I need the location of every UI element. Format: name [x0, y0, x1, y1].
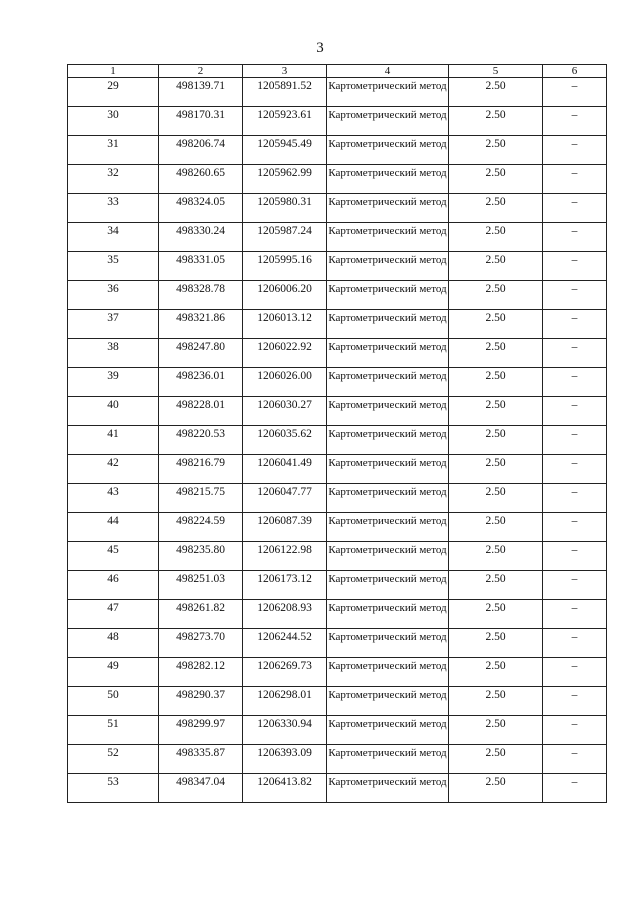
y-coordinate-cell: 1206298.01	[243, 687, 327, 716]
y-coordinate-cell: 1206208.93	[243, 600, 327, 629]
table-header-row	[68, 65, 607, 78]
accuracy-cell: 2.50	[449, 484, 543, 513]
table-row	[68, 455, 607, 484]
table-row	[68, 426, 607, 455]
accuracy-cell: 2.50	[449, 571, 543, 600]
method-cell: Картометрический метод	[327, 716, 449, 745]
x-coordinate-cell: 498260.65	[159, 165, 243, 194]
method-cell: Картометрический метод	[327, 600, 449, 629]
point-number-cell: 42	[68, 455, 159, 484]
point-number-cell: 40	[68, 397, 159, 426]
method-cell: Картометрический метод	[327, 484, 449, 513]
method-cell: Картометрический метод	[327, 513, 449, 542]
point-number-cell: 44	[68, 513, 159, 542]
point-number-cell: 39	[68, 368, 159, 397]
accuracy-cell: 2.50	[449, 281, 543, 310]
note-cell: –	[543, 136, 607, 165]
x-coordinate-cell: 498235.80	[159, 542, 243, 571]
point-number-cell: 38	[68, 339, 159, 368]
x-coordinate-cell: 498261.82	[159, 600, 243, 629]
method-cell: Картометрический метод	[327, 78, 449, 107]
accuracy-cell: 2.50	[449, 136, 543, 165]
accuracy-cell: 2.50	[449, 542, 543, 571]
x-coordinate-cell: 498251.03	[159, 571, 243, 600]
y-coordinate-cell: 1205891.52	[243, 78, 327, 107]
method-cell: Картометрический метод	[327, 281, 449, 310]
page-number: 3	[316, 40, 324, 56]
method-cell: Картометрический метод	[327, 629, 449, 658]
accuracy-cell: 2.50	[449, 745, 543, 774]
x-coordinate-cell: 498216.79	[159, 455, 243, 484]
note-cell: –	[543, 513, 607, 542]
note-cell: –	[543, 397, 607, 426]
y-coordinate-cell: 1206047.77	[243, 484, 327, 513]
point-number-cell: 32	[68, 165, 159, 194]
x-coordinate-cell: 498220.53	[159, 426, 243, 455]
x-coordinate-cell: 498247.80	[159, 339, 243, 368]
method-cell: Картометрический метод	[327, 339, 449, 368]
column-header: 4	[327, 65, 449, 78]
table-row	[68, 542, 607, 571]
method-cell: Картометрический метод	[327, 310, 449, 339]
method-cell: Картометрический метод	[327, 223, 449, 252]
accuracy-cell: 2.50	[449, 426, 543, 455]
y-coordinate-cell: 1206269.73	[243, 658, 327, 687]
y-coordinate-cell: 1205987.24	[243, 223, 327, 252]
column-header: 5	[449, 65, 543, 78]
note-cell: –	[543, 252, 607, 281]
y-coordinate-cell: 1206122.98	[243, 542, 327, 571]
table-row	[68, 165, 607, 194]
table-row	[68, 571, 607, 600]
table-row	[68, 339, 607, 368]
point-number-cell: 35	[68, 252, 159, 281]
note-cell: –	[543, 165, 607, 194]
x-coordinate-cell: 498324.05	[159, 194, 243, 223]
note-cell: –	[543, 368, 607, 397]
accuracy-cell: 2.50	[449, 629, 543, 658]
accuracy-cell: 2.50	[449, 658, 543, 687]
table-row	[68, 252, 607, 281]
column-header: 2	[159, 65, 243, 78]
x-coordinate-cell: 498236.01	[159, 368, 243, 397]
method-cell: Картометрический метод	[327, 194, 449, 223]
y-coordinate-cell: 1206087.39	[243, 513, 327, 542]
y-coordinate-cell: 1206006.20	[243, 281, 327, 310]
x-coordinate-cell: 498328.78	[159, 281, 243, 310]
accuracy-cell: 2.50	[449, 194, 543, 223]
method-cell: Картометрический метод	[327, 165, 449, 194]
table-row	[68, 281, 607, 310]
note-cell: –	[543, 658, 607, 687]
point-number-cell: 52	[68, 745, 159, 774]
note-cell: –	[543, 571, 607, 600]
method-cell: Картометрический метод	[327, 252, 449, 281]
note-cell: –	[543, 542, 607, 571]
accuracy-cell: 2.50	[449, 339, 543, 368]
point-number-cell: 51	[68, 716, 159, 745]
table-row	[68, 107, 607, 136]
point-number-cell: 49	[68, 658, 159, 687]
x-coordinate-cell: 498170.31	[159, 107, 243, 136]
point-number-cell: 47	[68, 600, 159, 629]
method-cell: Картометрический метод	[327, 397, 449, 426]
method-cell: Картометрический метод	[327, 426, 449, 455]
accuracy-cell: 2.50	[449, 397, 543, 426]
accuracy-cell: 2.50	[449, 774, 543, 803]
note-cell: –	[543, 107, 607, 136]
x-coordinate-cell: 498290.37	[159, 687, 243, 716]
note-cell: –	[543, 716, 607, 745]
accuracy-cell: 2.50	[449, 165, 543, 194]
method-cell: Картометрический метод	[327, 107, 449, 136]
note-cell: –	[543, 281, 607, 310]
y-coordinate-cell: 1206041.49	[243, 455, 327, 484]
table-row	[68, 484, 607, 513]
method-cell: Картометрический метод	[327, 774, 449, 803]
table-row	[68, 745, 607, 774]
accuracy-cell: 2.50	[449, 687, 543, 716]
y-coordinate-cell: 1205995.16	[243, 252, 327, 281]
point-number-cell: 34	[68, 223, 159, 252]
note-cell: –	[543, 194, 607, 223]
column-header: 1	[68, 65, 159, 78]
table-row	[68, 136, 607, 165]
coordinates-table	[67, 64, 607, 803]
table-row	[68, 774, 607, 803]
point-number-cell: 31	[68, 136, 159, 165]
point-number-cell: 53	[68, 774, 159, 803]
note-cell: –	[543, 310, 607, 339]
table-row	[68, 368, 607, 397]
table-row	[68, 194, 607, 223]
x-coordinate-cell: 498139.71	[159, 78, 243, 107]
note-cell: –	[543, 687, 607, 716]
accuracy-cell: 2.50	[449, 716, 543, 745]
accuracy-cell: 2.50	[449, 107, 543, 136]
point-number-cell: 46	[68, 571, 159, 600]
y-coordinate-cell: 1205962.99	[243, 165, 327, 194]
x-coordinate-cell: 498273.70	[159, 629, 243, 658]
point-number-cell: 43	[68, 484, 159, 513]
table-row	[68, 397, 607, 426]
point-number-cell: 41	[68, 426, 159, 455]
method-cell: Картометрический метод	[327, 136, 449, 165]
accuracy-cell: 2.50	[449, 368, 543, 397]
accuracy-cell: 2.50	[449, 310, 543, 339]
point-number-cell: 30	[68, 107, 159, 136]
table-row	[68, 513, 607, 542]
x-coordinate-cell: 498224.59	[159, 513, 243, 542]
y-coordinate-cell: 1206413.82	[243, 774, 327, 803]
accuracy-cell: 2.50	[449, 600, 543, 629]
note-cell: –	[543, 223, 607, 252]
point-number-cell: 45	[68, 542, 159, 571]
table-row	[68, 687, 607, 716]
y-coordinate-cell: 1205945.49	[243, 136, 327, 165]
method-cell: Картометрический метод	[327, 368, 449, 397]
accuracy-cell: 2.50	[449, 513, 543, 542]
note-cell: –	[543, 426, 607, 455]
note-cell: –	[543, 600, 607, 629]
method-cell: Картометрический метод	[327, 745, 449, 774]
method-cell: Картометрический метод	[327, 658, 449, 687]
y-coordinate-cell: 1206173.12	[243, 571, 327, 600]
method-cell: Картометрический метод	[327, 542, 449, 571]
note-cell: –	[543, 774, 607, 803]
y-coordinate-cell: 1205980.31	[243, 194, 327, 223]
accuracy-cell: 2.50	[449, 78, 543, 107]
x-coordinate-cell: 498330.24	[159, 223, 243, 252]
x-coordinate-cell: 498331.05	[159, 252, 243, 281]
table-row	[68, 310, 607, 339]
method-cell: Картометрический метод	[327, 687, 449, 716]
x-coordinate-cell: 498299.97	[159, 716, 243, 745]
table-body	[68, 78, 607, 803]
y-coordinate-cell: 1206026.00	[243, 368, 327, 397]
y-coordinate-cell: 1206013.12	[243, 310, 327, 339]
accuracy-cell: 2.50	[449, 252, 543, 281]
x-coordinate-cell: 498215.75	[159, 484, 243, 513]
y-coordinate-cell: 1205923.61	[243, 107, 327, 136]
point-number-cell: 33	[68, 194, 159, 223]
x-coordinate-cell: 498335.87	[159, 745, 243, 774]
x-coordinate-cell: 498321.86	[159, 310, 243, 339]
accuracy-cell: 2.50	[449, 223, 543, 252]
note-cell: –	[543, 455, 607, 484]
y-coordinate-cell: 1206035.62	[243, 426, 327, 455]
accuracy-cell: 2.50	[449, 455, 543, 484]
table-row	[68, 629, 607, 658]
point-number-cell: 48	[68, 629, 159, 658]
note-cell: –	[543, 78, 607, 107]
point-number-cell: 50	[68, 687, 159, 716]
point-number-cell: 37	[68, 310, 159, 339]
table-row	[68, 600, 607, 629]
y-coordinate-cell: 1206244.52	[243, 629, 327, 658]
note-cell: –	[543, 339, 607, 368]
point-number-cell: 36	[68, 281, 159, 310]
method-cell: Картометрический метод	[327, 571, 449, 600]
table-row	[68, 716, 607, 745]
y-coordinate-cell: 1206030.27	[243, 397, 327, 426]
y-coordinate-cell: 1206022.92	[243, 339, 327, 368]
y-coordinate-cell: 1206330.94	[243, 716, 327, 745]
y-coordinate-cell: 1206393.09	[243, 745, 327, 774]
table-row	[68, 223, 607, 252]
x-coordinate-cell: 498347.04	[159, 774, 243, 803]
table-row	[68, 658, 607, 687]
note-cell: –	[543, 745, 607, 774]
point-number-cell: 29	[68, 78, 159, 107]
method-cell: Картометрический метод	[327, 455, 449, 484]
x-coordinate-cell: 498228.01	[159, 397, 243, 426]
column-header: 3	[243, 65, 327, 78]
note-cell: –	[543, 484, 607, 513]
x-coordinate-cell: 498206.74	[159, 136, 243, 165]
table-row	[68, 78, 607, 107]
x-coordinate-cell: 498282.12	[159, 658, 243, 687]
column-header: 6	[543, 65, 607, 78]
note-cell: –	[543, 629, 607, 658]
